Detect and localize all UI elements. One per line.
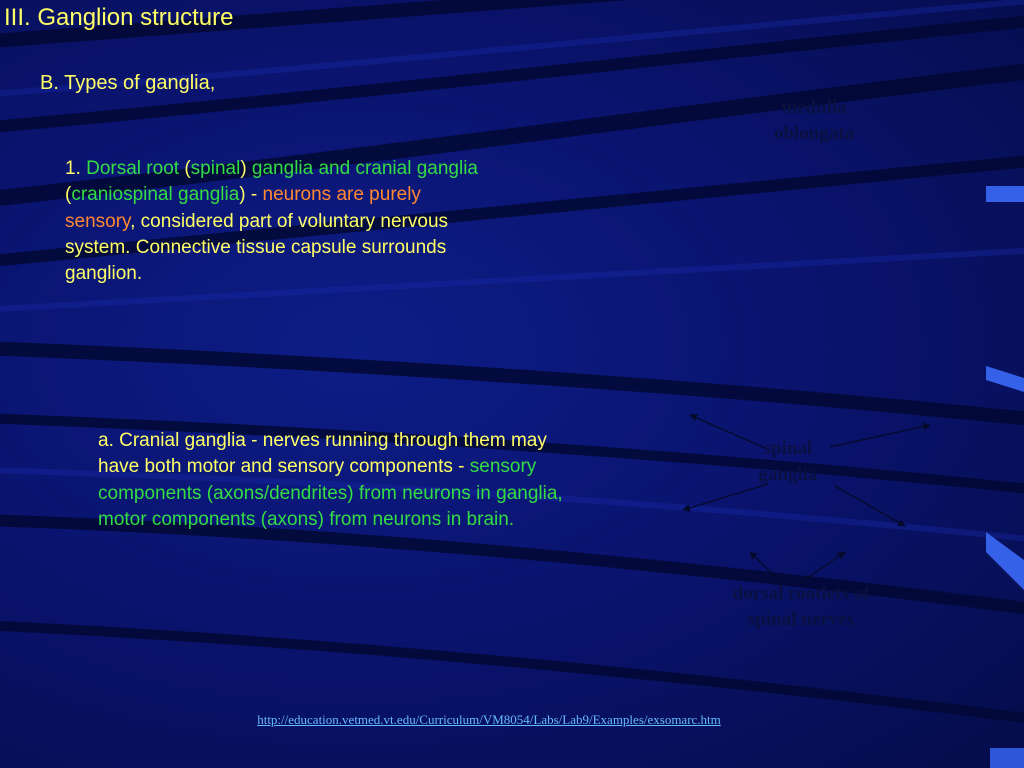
paragraph-craniospinal-ganglia — [65, 156, 485, 287]
para1-dorsal-root: Dorsal root — [86, 158, 180, 179]
para1-craniospinal-ganglia: craniospinal ganglia — [71, 184, 240, 206]
label-spinal-ganglia: spinal ganglia — [758, 438, 818, 485]
para1-open-paren: ( — [179, 158, 191, 179]
para1-neurons-sensory: neurons are purely sensory — [65, 184, 421, 232]
right-edge-accents — [986, 186, 1024, 768]
slide-subtitle: B. Types of ganglia, — [40, 72, 216, 94]
para1-number: 1. — [65, 158, 87, 179]
para2-part1: a. Cranial ganglia - nerves running through them may have both motor and sensory components - — [98, 430, 547, 478]
para2-part2: sensory components (axons/dendrites) from neurons in ganglia, motor components (axons) from neurons in brain. — [98, 456, 563, 530]
para1-spinal: spinal — [190, 158, 241, 179]
para1-rest: , considered part of voluntary nervous system. Connective tissue capsule surrounds ganglion. — [65, 210, 449, 285]
para1-ganglia-cranial: ganglia and cranial ganglia — [251, 158, 478, 179]
label-dorsal-rootlets: dorsal rootlets of spinal nerves — [732, 583, 870, 630]
label-medulla-oblongata: medulla oblongata — [773, 97, 855, 144]
source-link[interactable]: http://education.vetmed.vt.edu/Curriculum/VM8054/Labs/Lab9/Examples/exsomarc.htm — [257, 712, 721, 727]
slide-title: III. Ganglion structure — [4, 4, 234, 31]
paragraph-cranial-ganglia — [98, 428, 588, 533]
para1-close-paren: ) — [240, 158, 252, 179]
para1-dash: ) - — [239, 184, 263, 206]
para1-open-paren-2: ( — [65, 184, 72, 206]
